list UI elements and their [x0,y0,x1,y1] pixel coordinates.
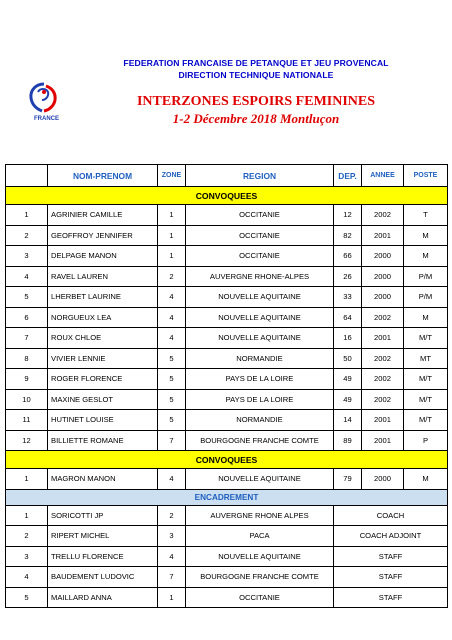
col-header-name: NOM-PRENOM [48,165,158,187]
player-row [6,430,448,451]
region-value: NOUVELLE AQUITAINE [186,307,334,328]
dep-value: 26 [334,266,362,287]
player-name: MAGRON MANON [48,469,158,490]
roster-table [5,164,448,608]
poste-value: M [404,469,448,490]
staff-row [6,505,448,526]
region-value: AUVERGNE RHONE-ALPES [186,266,334,287]
dep-value: 89 [334,430,362,451]
section-label: CONVOQUEES [6,451,448,469]
staff-name: MAILLARD ANNA [48,587,158,608]
dep-value: 49 [334,389,362,410]
player-name: ROGER FLORENCE [48,369,158,390]
player-name: MAXINE GESLOT [48,389,158,410]
player-row [6,410,448,431]
player-name: DELPAGE MANON [48,246,158,267]
player-name: NORGUEUX LEA [48,307,158,328]
zone-value: 1 [158,246,186,267]
zone-value: 7 [158,430,186,451]
year-value: 2000 [362,469,404,490]
year-value: 2001 [362,430,404,451]
year-value: 2000 [362,266,404,287]
dep-value: 50 [334,348,362,369]
zone-value: 2 [158,266,186,287]
player-name: RAVEL LAUREN [48,266,158,287]
poste-value: M/T [404,328,448,349]
year-value: 2000 [362,287,404,308]
row-number: 5 [6,587,48,608]
dep-value: 14 [334,410,362,431]
dep-value: 79 [334,469,362,490]
zone-value: 3 [158,526,186,547]
col-header-year: ANNEE [362,165,404,187]
region-value: PAYS DE LA LOIRE [186,369,334,390]
year-value: 2000 [362,246,404,267]
zone-value: 1 [158,587,186,608]
dep-value: 66 [334,246,362,267]
poste-value: P [404,430,448,451]
row-number: 1 [6,505,48,526]
staff-row [6,546,448,567]
col-header-num [6,165,48,187]
ffpjp-rooster-logo [24,80,64,124]
zone-value: 5 [158,369,186,390]
role-value: STAFF [334,587,448,608]
col-header-dep: DEP. [334,165,362,187]
year-value: 2001 [362,410,404,431]
row-number: 5 [6,287,48,308]
col-header-poste: POSTE [404,165,448,187]
poste-value: M [404,307,448,328]
player-name: BILLIETTE ROMANE [48,430,158,451]
zone-value: 5 [158,410,186,431]
staff-name: RIPERT MICHEL [48,526,158,547]
player-row [6,307,448,328]
player-name: LHERBET LAURINE [48,287,158,308]
player-row [6,469,448,490]
section-row-convoquees-reserve [6,451,448,469]
row-number: 2 [6,526,48,547]
federation-name: FEDERATION FRANCAISE DE PETANQUE ET JEU PROVENCAL [123,58,389,68]
region-value: NOUVELLE AQUITAINE [186,546,334,567]
staff-row [6,526,448,547]
zone-value: 4 [158,307,186,328]
player-name: HUTINET LOUISE [48,410,158,431]
row-number: 3 [6,246,48,267]
section-label: CONVOQUEES [6,187,448,205]
column-header-row [6,165,448,187]
dep-value: 16 [334,328,362,349]
player-row [6,328,448,349]
roster-body [6,187,448,608]
row-number: 4 [6,266,48,287]
poste-value: M/T [404,410,448,431]
region-value: NOUVELLE AQUITAINE [186,469,334,490]
region-value: OCCITANIE [186,225,334,246]
dep-value: 49 [334,369,362,390]
event-dates: 1-2 Décembre 2018 Montluçon [172,111,340,126]
player-row [6,389,448,410]
staff-name: TRELLU FLORENCE [48,546,158,567]
region-value: PAYS DE LA LOIRE [186,389,334,410]
row-number: 3 [6,546,48,567]
region-value: OCCITANIE [186,587,334,608]
zone-value: 5 [158,389,186,410]
zone-value: 5 [158,348,186,369]
poste-value: P/M [404,266,448,287]
zone-value: 2 [158,505,186,526]
year-value: 2002 [362,348,404,369]
player-row [6,266,448,287]
zone-value: 4 [158,287,186,308]
year-value: 2002 [362,307,404,328]
player-row [6,287,448,308]
player-name: AGRINIER CAMILLE [48,205,158,226]
region-value: AUVERGNE RHONE ALPES [186,505,334,526]
region-value: NOUVELLE AQUITAINE [186,287,334,308]
dep-value: 33 [334,287,362,308]
poste-value: M/T [404,389,448,410]
row-number: 1 [6,469,48,490]
dep-value: 64 [334,307,362,328]
poste-value: M/T [404,369,448,390]
player-name: GEOFFROY JENNIFER [48,225,158,246]
zone-value: 4 [158,469,186,490]
zone-value: 1 [158,205,186,226]
region-value: NOUVELLE AQUITAINE [186,328,334,349]
player-row [6,225,448,246]
dep-value: 12 [334,205,362,226]
role-value: STAFF [334,546,448,567]
zone-value: 1 [158,225,186,246]
region-value: NORMANDIE [186,348,334,369]
row-number: 8 [6,348,48,369]
row-number: 12 [6,430,48,451]
player-row [6,205,448,226]
region-value: BOURGOGNE FRANCHE COMTE [186,430,334,451]
region-value: BOURGOGNE FRANCHE COMTE [186,567,334,588]
row-number: 11 [6,410,48,431]
year-value: 2002 [362,369,404,390]
zone-value: 4 [158,328,186,349]
section-row-encadrement [6,489,448,505]
poste-value: P/M [404,287,448,308]
player-row [6,369,448,390]
row-number: 1 [6,205,48,226]
poste-value: MT [404,348,448,369]
region-value: NORMANDIE [186,410,334,431]
section-label: ENCADREMENT [6,489,448,505]
section-row-convoquees [6,187,448,205]
col-header-region: REGION [186,165,334,187]
player-row [6,348,448,369]
row-number: 4 [6,567,48,588]
player-name: ROUX CHLOE [48,328,158,349]
year-value: 2002 [362,205,404,226]
player-name: VIVIER LENNIE [48,348,158,369]
year-value: 2002 [362,389,404,410]
direction-name: DIRECTION TECHNIQUE NATIONALE [178,70,334,80]
role-value: STAFF [334,567,448,588]
role-value: COACH [334,505,448,526]
event-title: INTERZONES ESPOIRS FEMININES [136,94,376,109]
region-value: PACA [186,526,334,547]
zone-value: 4 [158,546,186,567]
player-row [6,246,448,267]
row-number: 9 [6,369,48,390]
dep-value: 82 [334,225,362,246]
year-value: 2001 [362,225,404,246]
row-number: 10 [6,389,48,410]
region-value: OCCITANIE [186,205,334,226]
svg-text:FRANCE: FRANCE [34,116,59,122]
row-number: 7 [6,328,48,349]
poste-value: T [404,205,448,226]
year-value: 2001 [362,328,404,349]
zone-value: 7 [158,567,186,588]
region-value: OCCITANIE [186,246,334,267]
staff-name: SORICOTTI JP [48,505,158,526]
staff-row [6,567,448,588]
row-number: 6 [6,307,48,328]
poste-value: M [404,246,448,267]
staff-name: BAUDEMENT LUDOVIC [48,567,158,588]
role-value: COACH ADJOINT [334,526,448,547]
row-number: 2 [6,225,48,246]
staff-row [6,587,448,608]
col-header-zone: ZONE [158,165,186,187]
poste-value: M [404,225,448,246]
